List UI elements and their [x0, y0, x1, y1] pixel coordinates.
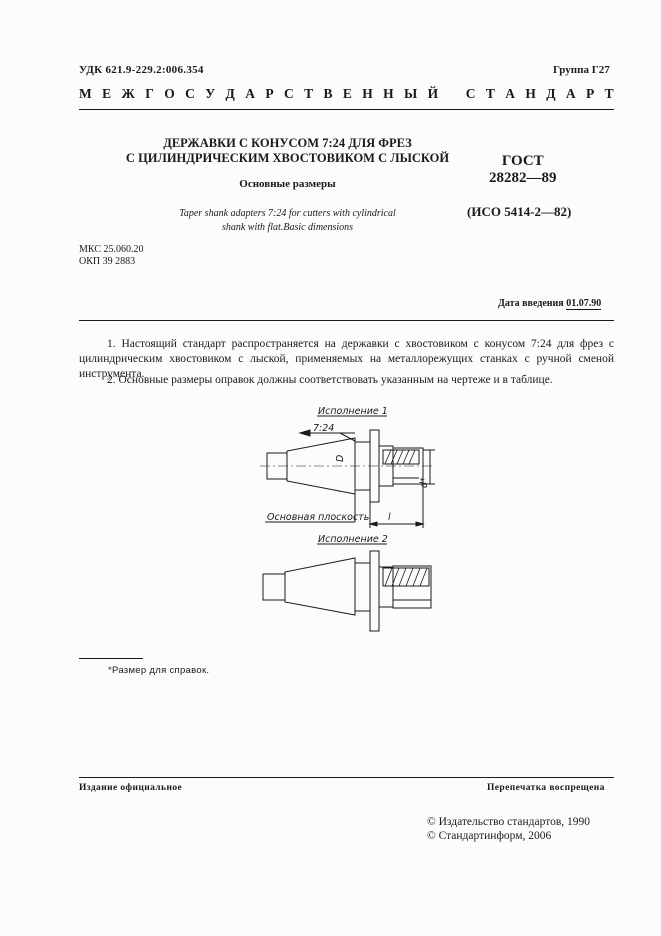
- footer-rule: [79, 777, 614, 778]
- taper-ratio-label: 7:24: [313, 423, 335, 434]
- header-rule: [79, 109, 614, 110]
- gost-number: 28282—89: [489, 170, 557, 186]
- document-title: [100, 136, 475, 166]
- base-plane-label: Основная плоскость: [267, 512, 370, 523]
- heading-letter: А: [505, 86, 515, 101]
- heading-letter: О: [164, 86, 175, 101]
- nose-2: [379, 567, 393, 607]
- heading-letter: Т: [485, 86, 495, 101]
- heading-letter: Р: [586, 86, 595, 101]
- heading-letter: Д: [225, 86, 235, 101]
- caption-variant-2: Исполнение 2: [318, 534, 388, 545]
- english-title-line-1: Taper shank adapters 7:24 for cutters with cylindrical: [179, 208, 396, 219]
- technical-drawing: [255, 398, 445, 638]
- dim-D-label: D: [335, 454, 346, 462]
- heading-letter: С: [185, 86, 195, 101]
- title-line-1: ДЕРЖАВКИ С КОНУСОМ 7:24 ДЛЯ ФРЕЗ: [163, 136, 412, 150]
- flange-2: [370, 551, 379, 631]
- title-line-2: С ЦИЛИНДРИЧЕСКИМ ХВОСТОВИКОМ С ЛЫСКОЙ: [125, 151, 450, 165]
- heading-letter: Н: [525, 86, 536, 101]
- official-edition: Издание официальное: [79, 783, 183, 793]
- subtitle: Основные размеры: [239, 178, 336, 190]
- dim-l-label: l: [388, 512, 391, 523]
- heading-letter: Н: [383, 86, 394, 101]
- udk-code: УДК 621.9-229.2:006.354: [79, 64, 204, 76]
- heading-letter: Д: [546, 86, 556, 101]
- taper-arrow-icon: [300, 430, 310, 436]
- english-title-line-2: shank with flat.Basic dimensions: [221, 222, 354, 233]
- bore-2: [383, 568, 429, 586]
- heading-letter: Р: [265, 86, 274, 101]
- okp-code: ОКП 39 2883: [79, 256, 136, 267]
- mks-code: МКС 25.060.20: [79, 244, 144, 255]
- interstate-standard-heading: [79, 86, 614, 102]
- heading-letter: Е: [102, 86, 112, 101]
- footnote: *Размер для справок.: [108, 665, 210, 676]
- heading-letter: Ы: [404, 86, 418, 101]
- english-title: [100, 207, 475, 235]
- iso-reference: (ИСО 5414-2—82): [467, 204, 572, 219]
- heading-letter: А: [565, 86, 576, 101]
- footnote-rule: [79, 658, 143, 659]
- heading-letter: Й: [427, 86, 439, 101]
- heading-letter: Т: [604, 86, 614, 101]
- heading-letter: Е: [342, 86, 352, 101]
- heading-letter: С: [465, 86, 476, 101]
- copyright-1: © Издательство стандартов, 1990: [427, 816, 591, 828]
- classification-codes: [79, 244, 143, 268]
- copyright-block: [427, 815, 590, 843]
- intro-date: [498, 298, 601, 309]
- gost-block: [489, 153, 557, 187]
- heading-letter: У: [205, 86, 216, 101]
- collar-2: [355, 563, 370, 611]
- paragraph-1: 1. Настоящий стандарт распространяется на державки с хвостовиком с конусом 7:24 для фрез с цилиндрическим хвостовиком с лыской, применяемых на металлорежущих станках с ручной сменой инструмента.: [79, 338, 614, 380]
- reprint-prohibited: Перепечатка воспрещена: [487, 783, 605, 793]
- heading-letter: С: [283, 86, 294, 101]
- heading-letter: М: [79, 86, 92, 101]
- date-rule: [79, 320, 614, 321]
- heading-letter: В: [323, 86, 333, 101]
- group-code: Группа Г27: [553, 64, 610, 76]
- heading-letter: А: [245, 86, 255, 101]
- heading-letter: Т: [304, 86, 314, 101]
- heading-letter: [449, 86, 456, 102]
- gost-label: ГОСТ: [501, 153, 544, 169]
- heading-letter: Г: [145, 86, 154, 101]
- intro-date-label: Дата введения: [498, 298, 564, 309]
- paragraph-2: 2. Основные размеры оправок должны соответствовать указанным на чертеже и в таблице.: [107, 374, 553, 386]
- dim-d-label: d*: [419, 477, 430, 488]
- heading-letter: Н: [362, 86, 373, 101]
- intro-date-value: 01.07.90: [566, 298, 602, 309]
- heading-letter: Ж: [121, 86, 135, 101]
- caption-variant-1: Исполнение 1: [318, 406, 388, 417]
- copyright-2: © Стандартинформ, 2006: [427, 830, 552, 842]
- shank-2: [263, 574, 285, 600]
- taper-2: [285, 558, 355, 615]
